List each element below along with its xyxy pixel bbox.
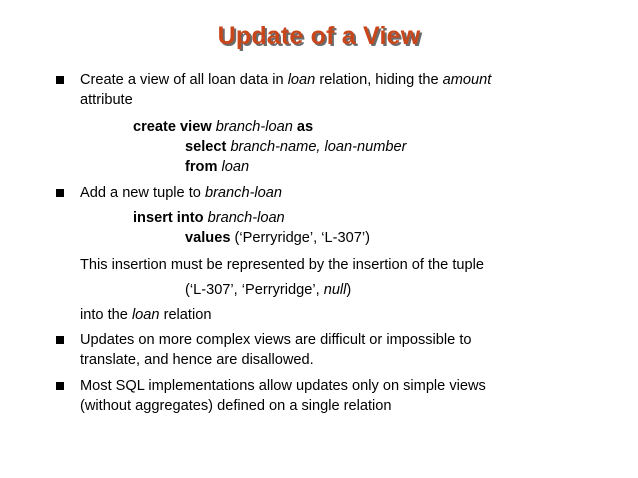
code-values — [185, 228, 370, 248]
keyword: values — [185, 230, 231, 246]
literal: (‘Perryridge’, ‘L-307’) — [230, 230, 370, 246]
code-insert-into — [133, 208, 285, 228]
text: relation — [159, 307, 212, 323]
bullet-3-line-1: Updates on more complex views are difficult or impossible to — [80, 332, 472, 348]
bullet-1-line-1 — [80, 70, 491, 90]
keyword: insert into — [133, 210, 204, 226]
bullet-square-icon — [56, 382, 64, 390]
note-line-1: This insertion must be represented by the insertion of the tuple — [80, 257, 484, 273]
keyword: select — [185, 139, 227, 155]
identifier: loan — [217, 159, 250, 175]
note-line-2 — [80, 305, 211, 325]
code-from — [185, 157, 249, 177]
identifier: branch-name, loan-number — [226, 139, 407, 155]
identifier: branch-loan — [211, 119, 297, 135]
keyword: from — [185, 159, 218, 175]
identifier: branch-loan — [204, 185, 283, 201]
keyword: as — [296, 119, 314, 135]
note-tuple — [185, 280, 351, 300]
identifier: branch-loan — [203, 210, 285, 226]
code-select — [185, 137, 406, 157]
bullet-4-line-1: Most SQL implementations allow updates only on simple views — [80, 378, 486, 394]
bullet-square-icon — [56, 189, 64, 197]
bullet-1-line-2: attribute — [80, 92, 133, 108]
loan-term: loan — [131, 307, 160, 323]
bullet-2-line-1 — [80, 183, 282, 203]
code-create-view — [133, 117, 313, 137]
bullet-4-line-2: (without aggregates) defined on a single relation — [80, 398, 392, 414]
bullet-3-line-2: translate, and hence are disallowed. — [80, 352, 314, 368]
keyword: create view — [133, 119, 212, 135]
bullet-square-icon — [56, 336, 64, 344]
text: relation, hiding the — [315, 72, 443, 88]
text: Create a view of all loan data in — [80, 72, 288, 88]
null-term: null — [323, 282, 347, 298]
amount-term: amount — [442, 72, 492, 88]
text: (‘L-307’, ‘Perryridge’, — [185, 282, 324, 298]
text: Add a new tuple to — [80, 185, 205, 201]
slide-title: Update of a View — [217, 22, 421, 50]
loan-term: loan — [287, 72, 316, 88]
text: into the — [80, 307, 132, 323]
bullet-square-icon — [56, 76, 64, 84]
text: ) — [346, 282, 352, 298]
